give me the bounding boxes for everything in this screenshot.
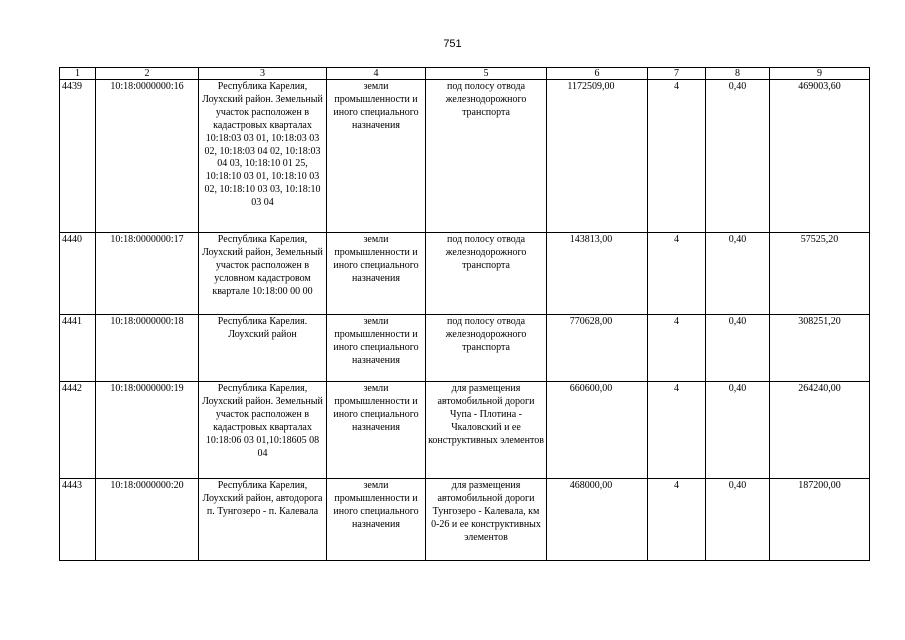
permitted-use-cell: для размещения автомобильной дороги Тунгозеро - Калевала, км 0-26 и ее конструктивных элементов [426, 479, 547, 561]
permitted-use-cell: под полосу отвода железнодорожного транспорта [426, 80, 547, 233]
row-number-cell: 4440 [60, 233, 96, 315]
column-8-cell: 0,40 [706, 315, 770, 382]
column-header: 8 [706, 68, 770, 80]
table-row [60, 315, 870, 382]
page-number: 751 [443, 38, 462, 50]
column-8-cell: 0,40 [706, 382, 770, 479]
location-cell: Республика Карелия, Лоухский район, Земельный участок расположен в условном кадастровом квартале 10:18:00 00 00 [199, 233, 327, 315]
permitted-use-cell: под полосу отвода железнодорожного транспорта [426, 233, 547, 315]
area-cell: 660600,00 [547, 382, 648, 479]
table-row [60, 479, 870, 561]
row-number-cell: 4442 [60, 382, 96, 479]
column-header: 7 [648, 68, 706, 80]
cadastral-number-cell: 10:18:0000000:18 [96, 315, 199, 382]
column-9-cell: 308251,20 [770, 315, 870, 382]
header-row [60, 68, 870, 80]
column-9-cell: 469003,60 [770, 80, 870, 233]
permitted-use-cell: под полосу отвода железнодорожного транспорта [426, 315, 547, 382]
land-category-cell: земли промышленности и иного специального назначения [327, 315, 426, 382]
table-row [60, 80, 870, 233]
table-row [60, 382, 870, 479]
land-category-cell: земли промышленности и иного специального назначения [327, 479, 426, 561]
column-header: 6 [547, 68, 648, 80]
cadastral-number-cell: 10:18:0000000:16 [96, 80, 199, 233]
column-7-cell: 4 [648, 315, 706, 382]
cadastral-number-cell: 10:18:0000000:20 [96, 479, 199, 561]
column-7-cell: 4 [648, 233, 706, 315]
column-header: 4 [327, 68, 426, 80]
column-8-cell: 0,40 [706, 479, 770, 561]
land-plots-table [59, 67, 870, 561]
column-8-cell: 0,40 [706, 233, 770, 315]
location-cell: Республика Карелия, Лоухский район. Земельный участок расположен в кадастровых кварталах 10:18:03 03 01, 10:18:03 03 02, 10:18:03 04 02, 10:18:03 04 03, 10:18:10 01 25, 10:18:10 03 01, 10:18:10 03 02, 10:18:10 03 03, 10:18:10 03 04 [199, 80, 327, 233]
column-header: 5 [426, 68, 547, 80]
area-cell: 770628,00 [547, 315, 648, 382]
permitted-use-cell: для размещения автомобильной дороги Чупа - Плотина - Чкаловский и ее конструктивных элементов [426, 382, 547, 479]
location-cell: Республика Карелия, Лоухский район, автодорога п. Тунгозеро - п. Калевала [199, 479, 327, 561]
table-row [60, 233, 870, 315]
column-header: 1 [60, 68, 96, 80]
column-header: 9 [770, 68, 870, 80]
column-7-cell: 4 [648, 479, 706, 561]
area-cell: 468000,00 [547, 479, 648, 561]
column-header: 2 [96, 68, 199, 80]
column-9-cell: 264240,00 [770, 382, 870, 479]
location-cell: Республика Карелия. Лоухский район [199, 315, 327, 382]
land-category-cell: земли промышленности и иного специального назначения [327, 233, 426, 315]
column-8-cell: 0,40 [706, 80, 770, 233]
land-category-cell: земли промышленности и иного специального назначения [327, 382, 426, 479]
cadastral-number-cell: 10:18:0000000:17 [96, 233, 199, 315]
area-cell: 1172509,00 [547, 80, 648, 233]
area-cell: 143813,00 [547, 233, 648, 315]
column-header: 3 [199, 68, 327, 80]
column-9-cell: 187200,00 [770, 479, 870, 561]
location-cell: Республика Карелия, Лоухский район. Земельный участок расположен в кадастровых кварталах 10:18:06 03 01,10:18605 08 04 [199, 382, 327, 479]
column-7-cell: 4 [648, 382, 706, 479]
cadastral-number-cell: 10:18:0000000:19 [96, 382, 199, 479]
row-number-cell: 4441 [60, 315, 96, 382]
column-7-cell: 4 [648, 80, 706, 233]
row-number-cell: 4443 [60, 479, 96, 561]
column-9-cell: 57525,20 [770, 233, 870, 315]
row-number-cell: 4439 [60, 80, 96, 233]
land-category-cell: земли промышленности и иного специального назначения [327, 80, 426, 233]
